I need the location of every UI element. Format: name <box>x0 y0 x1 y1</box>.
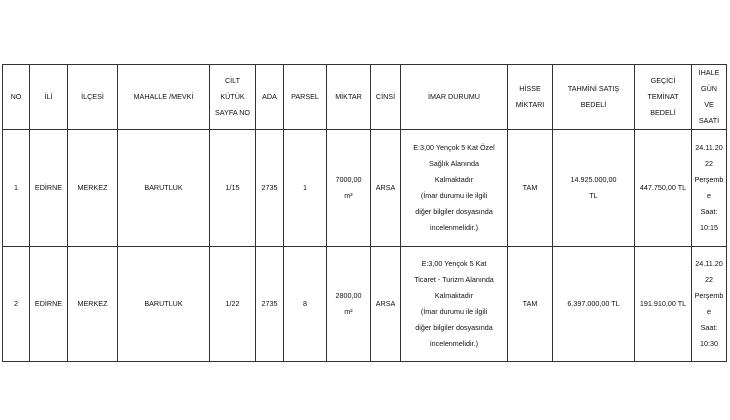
header-teminat: GEÇİCİ TEMİNAT BEDELİ <box>635 65 692 130</box>
header-no: NO <box>3 65 30 130</box>
header-hisse: HİSSE MİKTARI <box>508 65 553 130</box>
cell-cinsi: ARSA <box>371 130 401 247</box>
cell-ihale: 24.11.2022 Perşembe Saat: 10:30 <box>692 247 727 362</box>
cell-miktar: 7000,00 m² <box>327 130 371 247</box>
header-cinsi: CİNSİ <box>371 65 401 130</box>
cell-no: 2 <box>3 247 30 362</box>
header-tahmini: TAHMİNİ SATIŞ BEDELİ <box>553 65 635 130</box>
header-ihale: İHALE GÜN VE SAATİ <box>692 65 727 130</box>
auction-table <box>2 64 727 362</box>
cell-hisse: TAM <box>508 247 553 362</box>
header-miktar: MİKTAR <box>327 65 371 130</box>
cell-ilce: MERKEZ <box>68 247 118 362</box>
cell-teminat: 447.750,00 TL <box>635 130 692 247</box>
cell-ilce: MERKEZ <box>68 130 118 247</box>
cell-teminat: 191.910,00 TL <box>635 247 692 362</box>
header-imar: İMAR DURUMU <box>401 65 508 130</box>
cell-imar: E:3,00 Yençok 5 Kat Özel Sağlık Alanında Kalmaktadır (İmar durumu ile ilgili diğer bilgiler dosyasında incelenmelidir.) <box>401 130 508 247</box>
cell-parsel: 8 <box>284 247 327 362</box>
cell-tahmini: 6.397.000,00 TL <box>553 247 635 362</box>
header-mahalle: MAHALLE /MEVKİ <box>118 65 210 130</box>
cell-ada: 2735 <box>256 130 284 247</box>
header-parsel: PARSEL <box>284 65 327 130</box>
cell-parsel: 1 <box>284 130 327 247</box>
cell-tahmini: 14.925.000,00 TL <box>553 130 635 247</box>
cell-il: EDİRNE <box>30 130 68 247</box>
table-row <box>3 130 727 247</box>
cell-mahalle: BARUTLUK <box>118 247 210 362</box>
header-il: İLİ <box>30 65 68 130</box>
cell-ada: 2735 <box>256 247 284 362</box>
cell-no: 1 <box>3 130 30 247</box>
cell-mahalle: BARUTLUK <box>118 130 210 247</box>
cell-cilt: 1/22 <box>210 247 256 362</box>
cell-il: EDİRNE <box>30 247 68 362</box>
cell-ihale: 24.11.2022 Perşembe Saat: 10:15 <box>692 130 727 247</box>
header-row <box>3 65 727 130</box>
table-row <box>3 247 727 362</box>
cell-hisse: TAM <box>508 130 553 247</box>
cell-miktar: 2800,00 m² <box>327 247 371 362</box>
header-cilt: CİLT KÜTÜK SAYFA NO <box>210 65 256 130</box>
cell-cilt: 1/15 <box>210 130 256 247</box>
cell-cinsi: ARSA <box>371 247 401 362</box>
header-ada: ADA <box>256 65 284 130</box>
header-ilce: İLÇESİ <box>68 65 118 130</box>
cell-imar: E:3,00 Yençok 5 Kat Ticaret - Turizm Alanında Kalmaktadır (İmar durumu ile ilgili diğer bilgiler dosyasında incelenmelidir.) <box>401 247 508 362</box>
